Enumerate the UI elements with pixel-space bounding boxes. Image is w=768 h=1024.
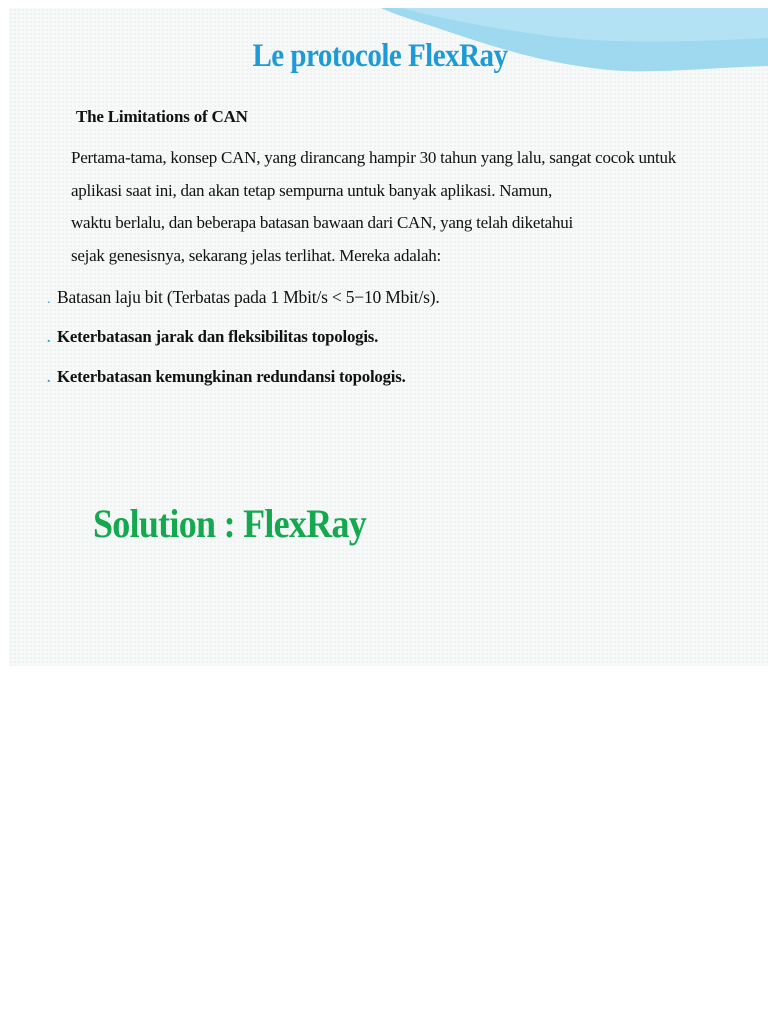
list-item-text: Keterbatasan jarak dan fleksibilitas topologis. [57, 327, 379, 346]
bullet-marker: . [47, 292, 51, 307]
slide-title: Le protocole FlexRay [252, 38, 508, 74]
list-item [47, 327, 440, 367]
slide-page [9, 8, 768, 666]
paragraph-line: Pertama-tama, konsep CAN, yang dirancang hampir 30 tahun yang lalu, sangat cocok untuk [71, 148, 676, 167]
paragraph-line: waktu berlalu, dan beberapa batasan bawaan dari CAN, yang telah diketahui [71, 213, 573, 232]
bullet-marker: . [47, 371, 51, 386]
limitations-list [47, 287, 440, 407]
paragraph-line: aplikasi saat ini, dan akan tetap sempurna untuk banyak aplikasi. Namun, [71, 180, 553, 200]
solution-heading: Solution : FlexRay [93, 501, 367, 546]
list-item [47, 367, 440, 407]
intro-paragraph [71, 142, 731, 272]
paragraph-line: sejak genesisnya, sekarang jelas terlihat. Mereka adalah: [71, 245, 441, 265]
list-item [47, 287, 440, 327]
list-item-text: Keterbatasan kemungkinan redundansi topologis. [57, 367, 406, 386]
bullet-marker: . [47, 331, 51, 346]
list-item-text: Batasan laju bit (Terbatas pada 1 Mbit/s < 5−10 Mbit/s). [57, 287, 440, 307]
section-heading: The Limitations of CAN [76, 107, 248, 126]
